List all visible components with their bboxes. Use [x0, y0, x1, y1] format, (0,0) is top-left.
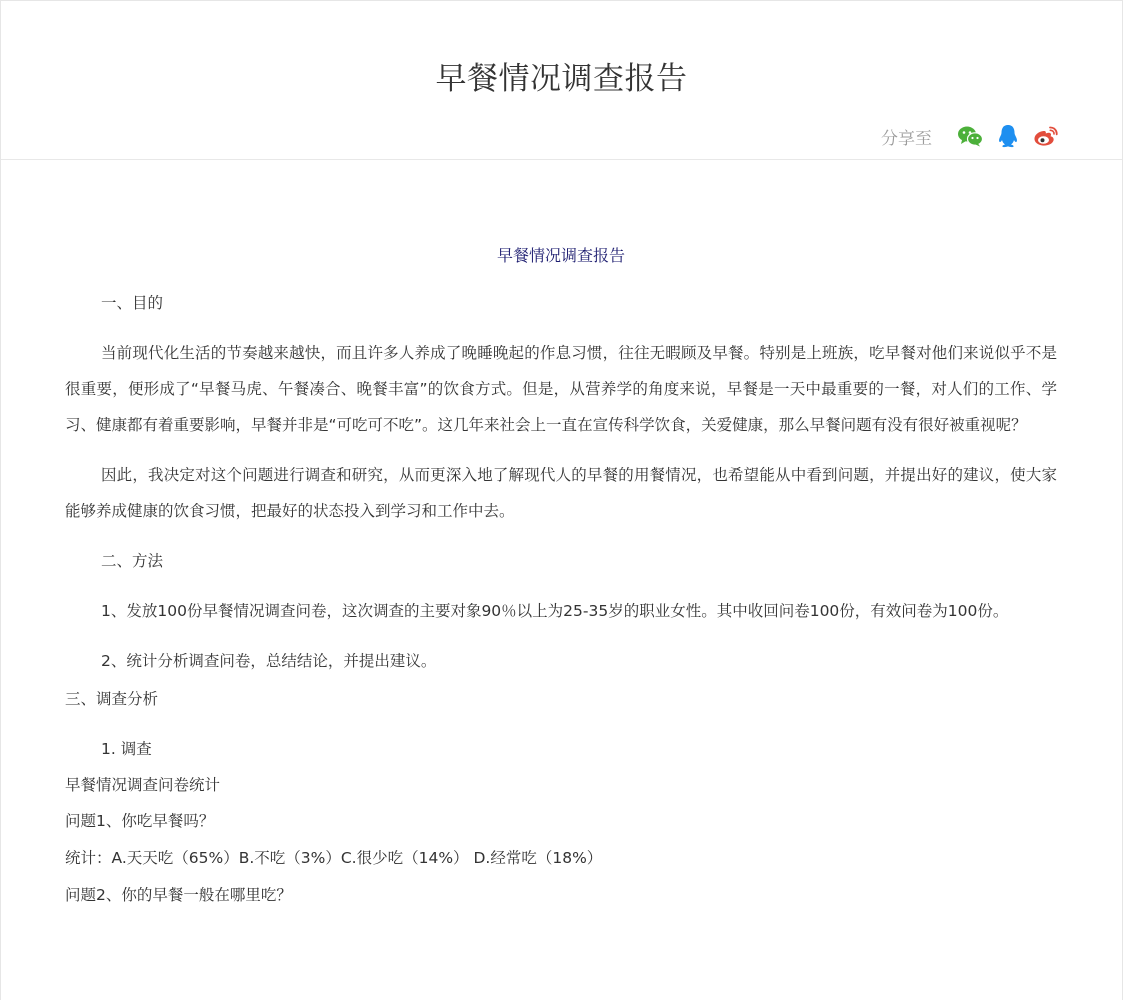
section-1-title: 一、目的 [101, 294, 164, 312]
wechat-icon[interactable] [956, 123, 984, 149]
section-3-title: 三、调查分析 [65, 690, 159, 708]
section-1-paragraph-1: 当前现代化生活的节奏越来越快，而且许多人养成了晚睡晚起的作息习惯，往往无暇顾及早餐。特别是上班族，吃早餐对他们来说似乎不是很重要，便形成了“早餐马虎、午餐凑合、晚餐丰富”的饮食方式。但是，从营养学的角度来说，早餐是一天中最重要的一餐，对人们的工作、学习、健康都有着重要影响，早餐并非是“可吃可不吃”。这几年来社会上一直在宣传科学饮食，关爱健康，那么早餐问题有没有很好被重视呢？ [65, 344, 1057, 434]
section-2-paragraph-2: 2、统计分析调查问卷，总结结论，并提出建议。 [101, 652, 437, 670]
section-1-paragraph-2: 因此，我决定对这个问题进行调查和研究，从而更深入地了解现代人的早餐的用餐情况，也希望能从中看到问题，并提出好的建议，使大家能够养成健康的饮食习惯，把最好的状态投入到学习和工作中去。 [65, 466, 1057, 520]
section-3-subtitle: 1. 调查 [101, 740, 152, 758]
question-1: 问题1、你吃早餐吗？ [65, 812, 215, 830]
weibo-icon[interactable] [1032, 123, 1060, 149]
question-1-stats: 统计：A.天天吃（65%）B.不吃（3%）C.很少吃（14%） D.经常吃（18%） [65, 849, 603, 867]
page-title: 早餐情况调查报告 [435, 61, 688, 97]
section-2-paragraph-1: 1、发放100份早餐情况调查问卷，这次调查的主要对象90％以上为25-35岁的职业女性。其中收回问卷100份，有效问卷为100份。 [101, 602, 1009, 620]
qq-icon[interactable] [994, 123, 1022, 149]
share-bar [881, 123, 1060, 149]
section-2-title: 二、方法 [101, 552, 164, 570]
survey-stats-title: 早餐情况调查问卷统计 [65, 776, 221, 794]
question-2: 问题2、你的早餐一般在哪里吃？ [65, 886, 292, 904]
page-header [1, 1, 1122, 160]
article-heading: 早餐情况调查报告 [496, 246, 625, 265]
article-body [65, 159, 1057, 914]
share-label: 分享至 [881, 128, 932, 149]
